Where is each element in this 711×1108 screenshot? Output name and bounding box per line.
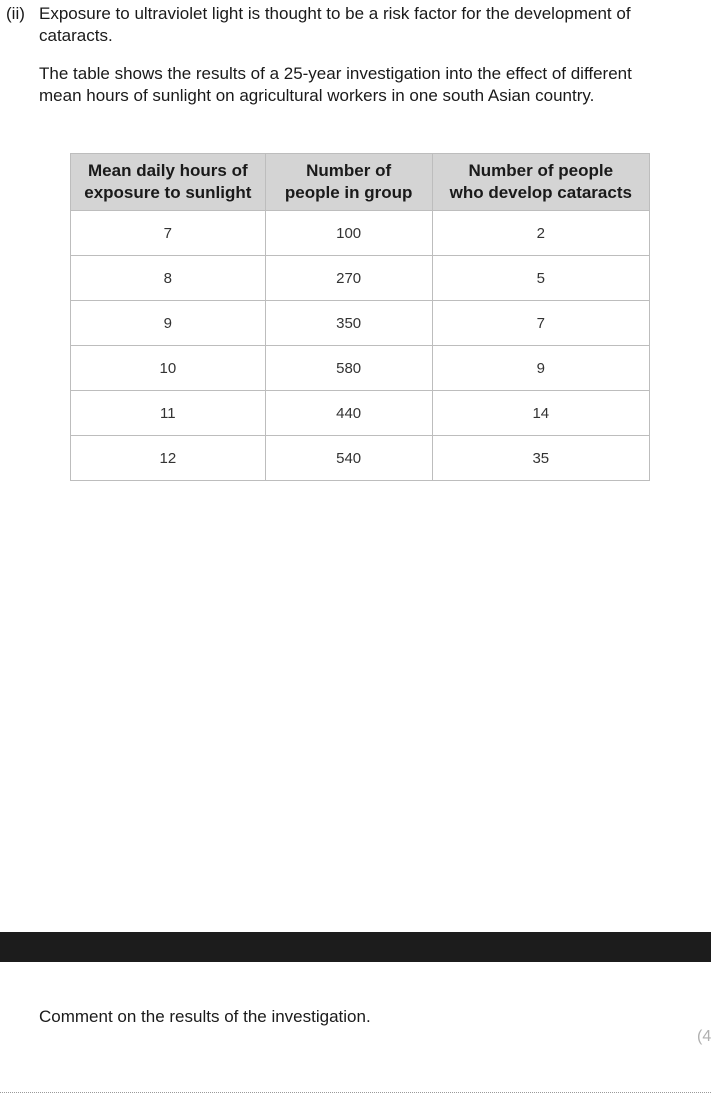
cell-hours: 10	[71, 346, 266, 391]
cell-cataracts: 5	[432, 256, 649, 301]
header-hours-sunlight	[71, 154, 266, 211]
cell-cataracts: 9	[432, 346, 649, 391]
cell-hours: 11	[71, 391, 266, 436]
header-people-in-group	[265, 154, 432, 211]
question-number: (ii)	[6, 4, 25, 23]
table-row	[71, 346, 650, 391]
table-intro-text: The table shows the results of a 25-year investigation into the effect of different mean hours of sunlight on agricultural workers in one south Asian country.	[39, 64, 632, 105]
cell-group-size: 270	[265, 256, 432, 301]
cell-hours: 7	[71, 211, 266, 256]
table-header-row	[71, 154, 650, 211]
cell-group-size: 440	[265, 391, 432, 436]
cell-hours: 9	[71, 301, 266, 346]
table-row	[71, 211, 650, 256]
table-row	[71, 256, 650, 301]
cell-cataracts: 35	[432, 436, 649, 481]
header-line: who develop cataracts	[449, 183, 632, 202]
cell-group-size: 540	[265, 436, 432, 481]
header-line: Number of people	[468, 161, 614, 180]
question-prompt: Comment on the results of the investigation.	[39, 1007, 371, 1026]
header-line: exposure to sunlight	[84, 183, 252, 202]
header-people-cataracts	[432, 154, 649, 211]
header-line: Number of	[306, 161, 392, 180]
question-text: Exposure to ultraviolet light is thought to be a risk factor for the development of cataracts.	[39, 4, 631, 45]
answer-line[interactable]	[0, 1092, 711, 1093]
header-line: people in group	[284, 183, 413, 202]
table-row	[71, 391, 650, 436]
cell-group-size: 580	[265, 346, 432, 391]
cell-cataracts: 2	[432, 211, 649, 256]
header-line: Mean daily hours of	[88, 161, 248, 180]
table-row	[71, 436, 650, 481]
results-table	[70, 153, 650, 481]
cell-hours: 12	[71, 436, 266, 481]
cell-group-size: 100	[265, 211, 432, 256]
marks-indicator: (4	[697, 1028, 711, 1045]
black-divider-band	[0, 932, 711, 962]
cell-group-size: 350	[265, 301, 432, 346]
table-row	[71, 301, 650, 346]
cell-cataracts: 7	[432, 301, 649, 346]
cell-cataracts: 14	[432, 391, 649, 436]
cell-hours: 8	[71, 256, 266, 301]
